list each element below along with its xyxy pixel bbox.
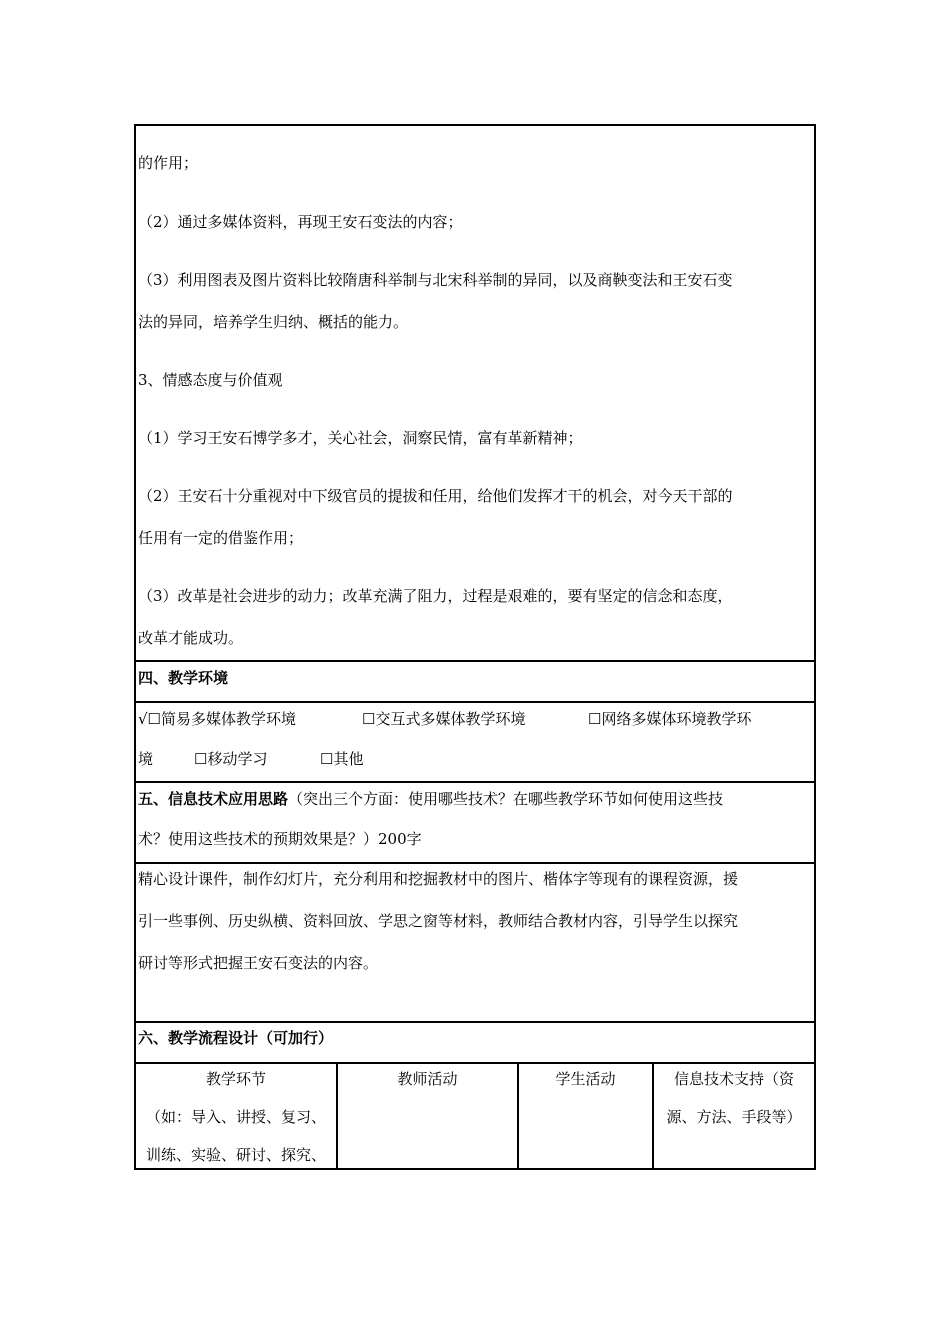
col-header-text: 教师活动 — [397, 1070, 458, 1088]
objective-line: （3）改革是社会进步的动力；改革充满了阻力，过程是艰难的，要有坚定的信念和态度， — [138, 587, 733, 605]
env-option-mobile-learning[interactable]: ☐移动学习 — [194, 750, 268, 768]
col-header-text: 学生活动 — [555, 1070, 616, 1088]
section4-header — [136, 660, 814, 701]
col-student-activity — [519, 1064, 654, 1168]
section6-title: 六、教学流程设计（可加行） — [138, 1029, 334, 1047]
env-option-network-multimedia-wrap: 境 — [138, 750, 154, 768]
objective-line: （2）王安石十分重视对中下级官员的提拔和任用，给他们发挥才干的机会，对今天干部的 — [138, 487, 733, 505]
col-it-support — [654, 1064, 814, 1168]
col-header-text: 教学环节 — [205, 1070, 266, 1088]
section4-options — [136, 701, 814, 781]
objective-line: （2）通过多媒体资料，再现王安石变法的内容； — [138, 213, 463, 231]
objective-line: 3、情感态度与价值观 — [138, 371, 283, 389]
col-teaching-stage — [136, 1064, 338, 1168]
section6-header — [136, 1021, 814, 1062]
objective-line: （3）利用图表及图片资料比较隋唐科举制与北宋科举制的异同，以及商鞅变法和王安石变 — [138, 271, 733, 289]
col-header-text: （如：导入、讲授、复习、 — [145, 1108, 326, 1126]
section5-body-line: 精心设计课件，制作幻灯片，充分利用和挖掘教材中的图片、楷体字等现有的课程资源，援 — [138, 870, 739, 888]
section5-body — [136, 862, 814, 1021]
col-header-text: 源、方法、手段等） — [666, 1108, 802, 1126]
env-option-simple-multimedia[interactable]: √☐简易多媒体教学环境 — [138, 710, 297, 728]
section5-body-line: 引一些事例、历史纵横、资料回放、学思之窗等材料，教师结合教材内容，引导学生以探究 — [138, 912, 739, 930]
objective-line: （1）学习王安石博学多才，关心社会，洞察民情，富有革新精神； — [138, 429, 583, 447]
col-teacher-activity — [338, 1064, 519, 1168]
flow-table-header — [136, 1062, 814, 1168]
section5-body-line: 研讨等形式把握王安石变法的内容。 — [138, 954, 379, 972]
col-header-text: 信息技术支持（资 — [673, 1070, 794, 1088]
col-header-text: 训练、实验、研讨、探究、 — [145, 1146, 326, 1164]
section5-header — [136, 781, 814, 862]
env-option-other[interactable]: ☐其他 — [320, 750, 364, 768]
lesson-plan-table — [134, 124, 816, 1170]
section5-title-line1 — [138, 789, 723, 809]
objectives-section — [136, 126, 814, 660]
objective-line: 改革才能成功。 — [138, 629, 244, 647]
env-option-network-multimedia[interactable]: ☐网络多媒体环境教学环 — [588, 710, 752, 728]
section5-title: 五、信息技术应用思路 — [138, 790, 289, 808]
env-option-interactive-multimedia[interactable]: ☐交互式多媒体教学环境 — [362, 710, 526, 728]
section5-title-note: （突出三个方面：使用哪些技术？在哪些教学环节如何使用这些技 — [288, 790, 724, 808]
objective-line: 的作用； — [138, 154, 199, 172]
objective-line: 任用有一定的借鉴作用； — [138, 529, 304, 547]
section5-title-line2: 术？使用这些技术的预期效果是？）200字 — [138, 830, 422, 848]
objective-line: 法的异同，培养学生归纳、概括的能力。 — [138, 313, 409, 331]
section4-title: 四、教学环境 — [138, 669, 229, 687]
